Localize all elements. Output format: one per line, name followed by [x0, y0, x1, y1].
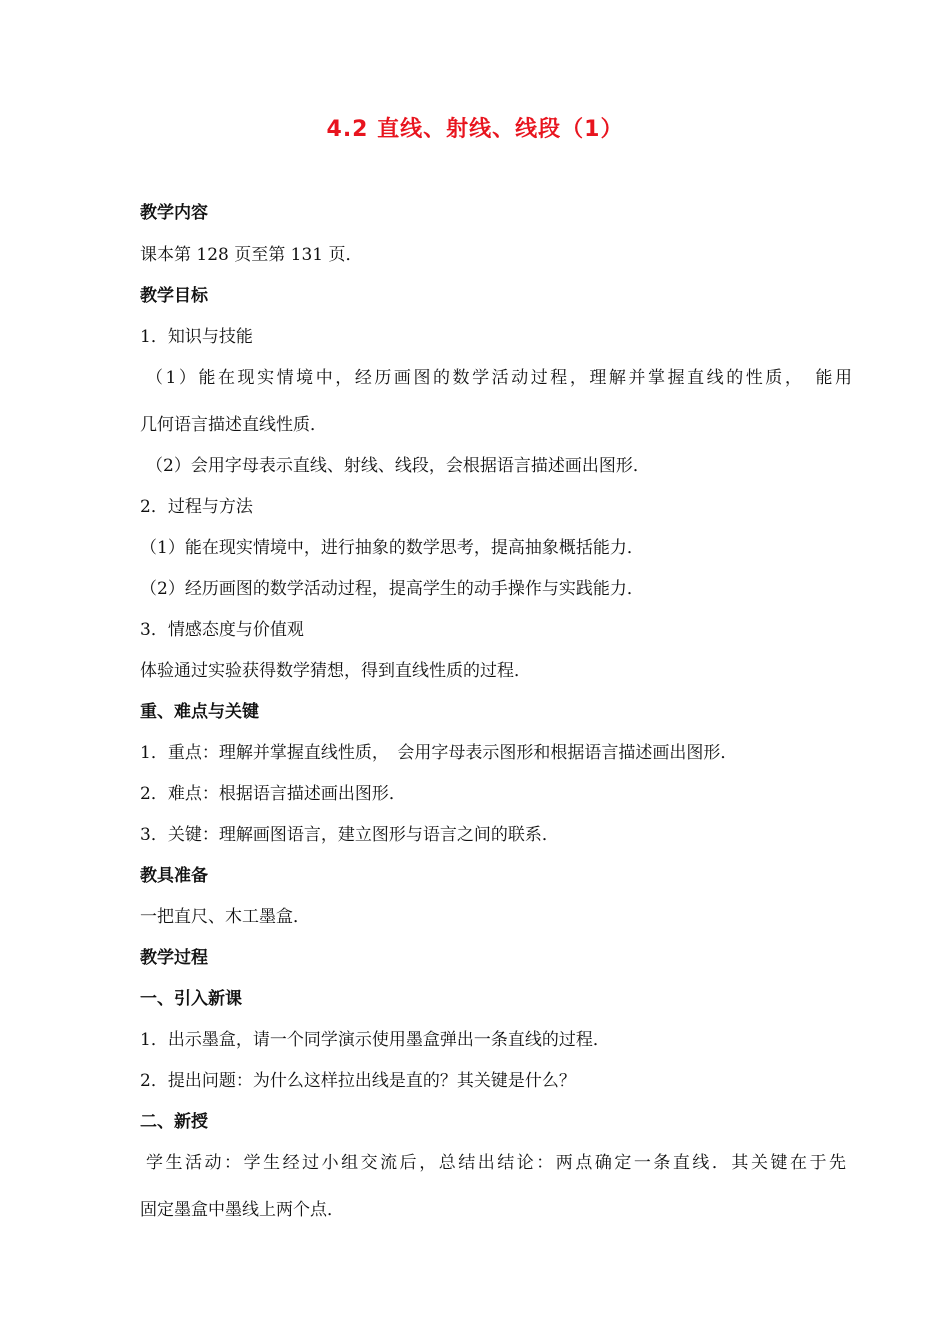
section-heading-objectives: 教学目标	[140, 286, 208, 306]
paragraph-intro-step-2: 2．提出问题：为什么这样拉出线是直的？其关键是什么？	[140, 1071, 576, 1091]
paragraph-textbook-pages: 课本第 128 页至第 131 页．	[140, 245, 363, 265]
page-title: 4.2 直线、射线、线段（1）	[326, 117, 624, 142]
paragraph-objective-1-2: （2）会用字母表示直线、射线、线段，会根据语言描述画出图形．	[146, 456, 650, 476]
section-heading-content: 教学内容	[140, 203, 208, 223]
section-heading-materials: 教具准备	[140, 866, 208, 886]
subsection-heading-introduction: 一、引入新课	[140, 989, 242, 1009]
paragraph-objective-3: 体验通过实验获得数学猜想，得到直线性质的过程．	[140, 661, 531, 681]
subheading-knowledge-skills: 1．知识与技能	[140, 327, 253, 347]
paragraph-objective-2-1: （1）能在现实情境中，进行抽象的数学思考，提高抽象概括能力．	[140, 538, 644, 558]
subheading-process-methods: 2．过程与方法	[140, 497, 253, 517]
subsection-heading-new-lesson: 二、新授	[140, 1112, 208, 1132]
paragraph-materials: 一把直尺、木工墨盒．	[140, 907, 310, 927]
paragraph-key-point-3: 3．关键：理解画图语言，建立图形与语言之间的联系．	[140, 825, 559, 845]
paragraph-objective-2-2: （2）经历画图的数学活动过程，提高学生的动手操作与实践能力．	[140, 579, 644, 599]
paragraph-intro-step-1: 1．出示墨盒，请一个同学演示使用墨盒弹出一条直线的过程．	[140, 1030, 610, 1050]
section-heading-process: 教学过程	[140, 948, 208, 968]
paragraph-student-activity-cont: 固定墨盒中墨线上两个点．	[140, 1200, 344, 1220]
section-heading-key-points: 重、难点与关键	[140, 702, 259, 722]
paragraph-key-point-2: 2．难点：根据语言描述画出图形．	[140, 784, 406, 804]
paragraph-objective-1-1-cont: 几何语言描述直线性质．	[140, 415, 327, 435]
subheading-attitudes-values: 3．情感态度与价值观	[140, 620, 304, 640]
paragraph-student-activity: 学生活动：学生经过小组交流后，总结出结论：两点确定一条直线．其关键在于先	[146, 1153, 846, 1173]
paragraph-objective-1-1: （1）能在现实情境中，经历画图的数学活动过程，理解并掌握直线的性质， 能用	[146, 368, 852, 388]
paragraph-key-point-1: 1．重点：理解并掌握直线性质， 会用字母表示图形和根据语言描述画出图形．	[140, 743, 738, 763]
